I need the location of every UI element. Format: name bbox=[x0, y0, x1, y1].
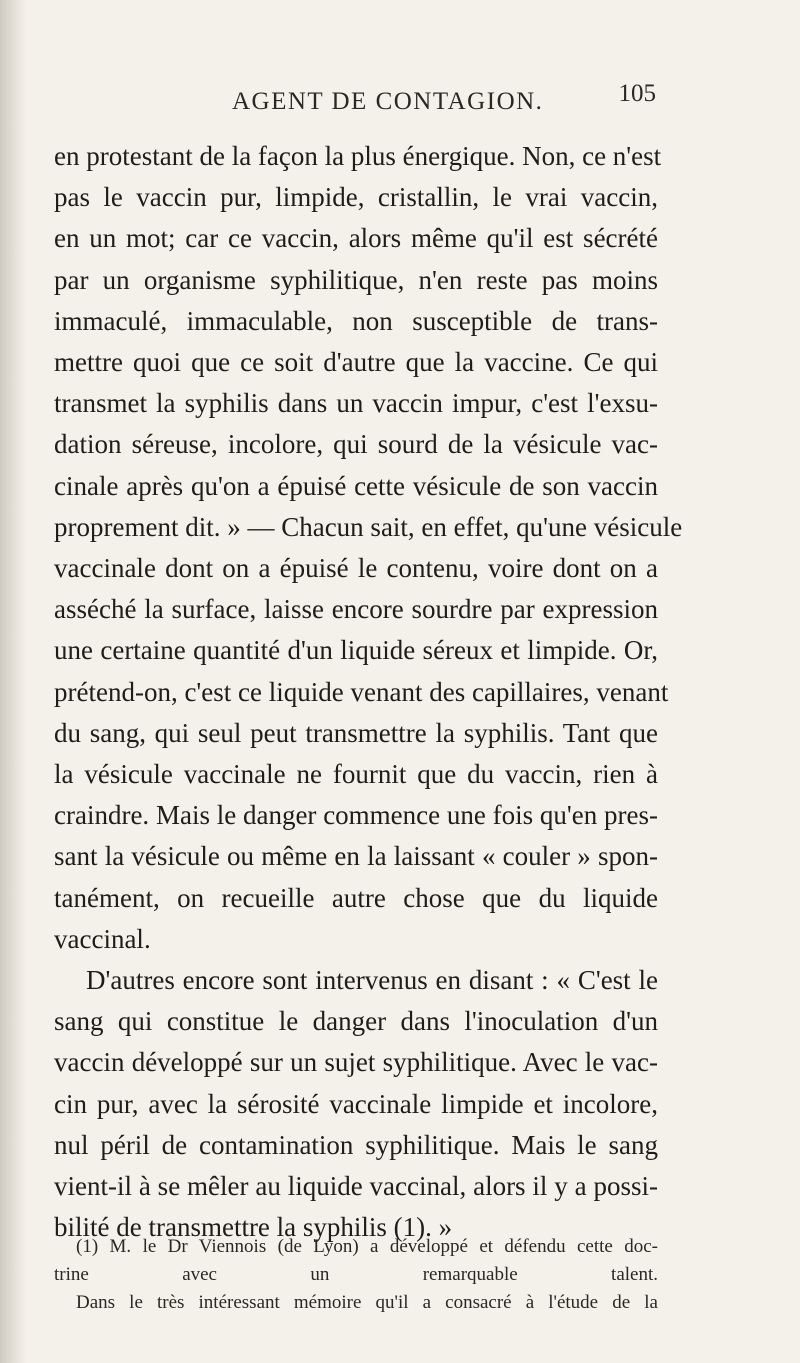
text-line: dation séreuse, incolore, qui sourd de la vésicule vac- bbox=[54, 429, 658, 460]
body-text bbox=[54, 136, 683, 1248]
binding-gutter bbox=[0, 0, 26, 1363]
text-line: pas le vaccin pur, limpide, cristallin, le vrai vaccin, bbox=[54, 182, 658, 213]
text-line: vaccin développé sur un sujet syphilitique. Avec le vac- bbox=[54, 1047, 658, 1078]
text-line: vaccinal. bbox=[54, 923, 151, 954]
footnote-line: (1) M. le Dr Viennois (de Lyon) a développé et défendu cette doc- bbox=[76, 1236, 658, 1257]
text-line: en protestant de la façon la plus énergique. Non, ce n'est bbox=[54, 141, 662, 171]
footnote-line: trine avec un remarquable talent. bbox=[54, 1264, 658, 1285]
text-line: immaculé, immaculable, non susceptible de trans- bbox=[54, 305, 658, 336]
text-line: sant la vésicule ou même en la laissant « couler » spon- bbox=[54, 841, 658, 872]
text-line: vient-il à se mêler au liquide vaccinal, alors il y a possi- bbox=[54, 1171, 658, 1202]
text-line: bilité de transmettre la syphilis (1). » bbox=[54, 1212, 453, 1243]
page-number: 105 bbox=[618, 80, 656, 107]
text-line: tanément, on recueille autre chose que du liquide bbox=[54, 882, 658, 913]
text-line: asséché la surface, laisse encore sourdre par expression bbox=[54, 594, 658, 625]
text-line: mettre quoi que ce soit d'autre que la vaccine. Ce qui bbox=[54, 347, 658, 378]
text-line: cinale après qu'on a épuisé cette vésicule de son vaccin bbox=[54, 470, 658, 501]
text-line: par un organisme syphilitique, n'en reste pas moins bbox=[54, 264, 658, 295]
text-line: prétend-on, c'est ce liquide venant des capillaires, venant bbox=[54, 676, 669, 707]
running-title: AGENT DE CONTAGION. bbox=[232, 88, 544, 115]
text-line: du sang, qui seul peut transmettre la syphilis. Tant que bbox=[54, 717, 658, 748]
text-line: en un mot; car ce vaccin, alors même qu'il est sécrété bbox=[54, 223, 658, 254]
text-line: D'autres encore sont intervenus en disant : « C'est le bbox=[86, 965, 658, 996]
text-line: sang qui constitue le danger dans l'inoculation d'un bbox=[54, 1006, 658, 1037]
text-line: une certaine quantité d'un liquide séreux et limpide. Or, bbox=[54, 635, 658, 666]
footnote-line: Dans le très intéressant mémoire qu'il a consacré à l'étude de la bbox=[76, 1292, 658, 1313]
text-line: craindre. Mais le danger commence une fois qu'en pres- bbox=[54, 800, 658, 831]
text-line: transmet la syphilis dans un vaccin impur, c'est l'exsu- bbox=[54, 388, 658, 419]
text-line: cin pur, avec la sérosité vaccinale limpide et incolore, bbox=[54, 1088, 658, 1119]
text-line: proprement dit. » — Chacun sait, en effet, qu'une vésicule bbox=[54, 511, 683, 542]
text-line: nul péril de contamination syphilitique. Mais le sang bbox=[54, 1129, 658, 1160]
page-header bbox=[54, 80, 656, 128]
footnotes bbox=[54, 1233, 658, 1317]
text-line: la vésicule vaccinale ne fournit que du vaccin, rien à bbox=[54, 759, 658, 790]
text-line: vaccinale dont on a épuisé le contenu, voire dont on a bbox=[54, 553, 658, 584]
